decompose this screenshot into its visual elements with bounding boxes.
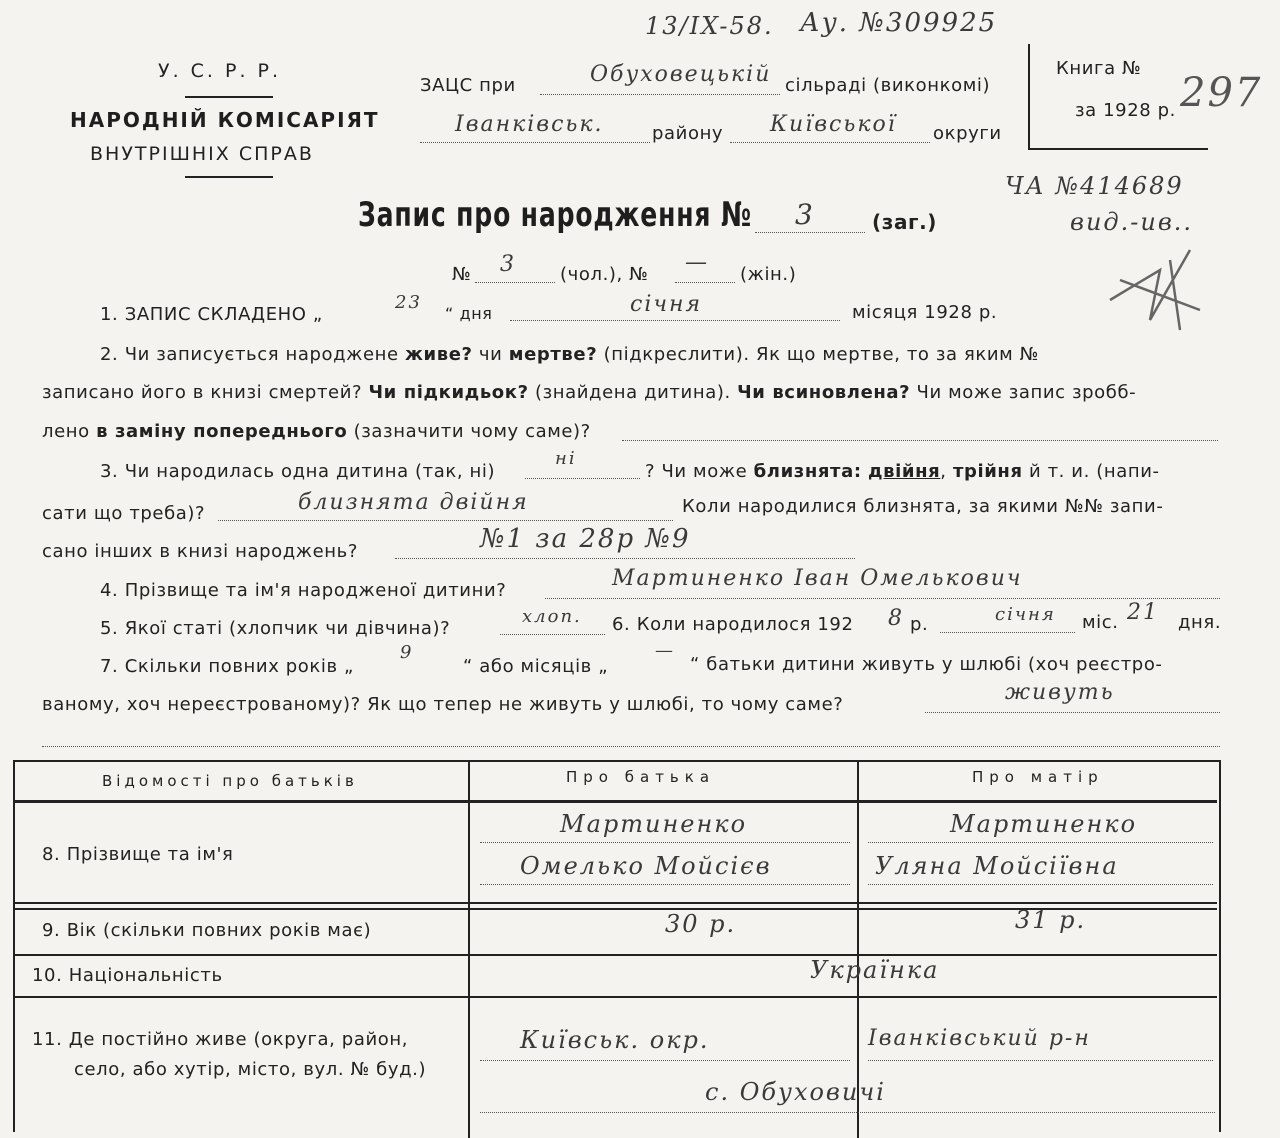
field7-line-2	[42, 746, 1220, 747]
male-number-line	[475, 282, 555, 283]
region-label: округи	[933, 123, 1002, 144]
book-number: 297	[1180, 70, 1263, 116]
row11-father-line	[480, 1060, 850, 1061]
field2-line3	[42, 421, 591, 442]
table-head-col1: Відомості про батьків	[102, 772, 358, 790]
field4-answer: Мартиненко Іван Омелькович	[612, 566, 1023, 591]
field7-l1c: “ батьки дитини живуть у шлюбі (хоч реєстро-	[690, 654, 1163, 675]
field6-year: 8	[888, 606, 904, 631]
field1-day: 23	[395, 292, 422, 313]
field3-line1-rest: ? Чи може близнята: двійня, трійня й т. и. (напи-	[645, 461, 1160, 482]
field3-line3a: сано інших в книзі народжень?	[42, 541, 359, 562]
field6-month: січня	[995, 604, 1056, 625]
table-head-line	[15, 800, 1217, 803]
male-number: 3	[500, 252, 516, 277]
field7-years: 9	[400, 642, 414, 663]
region-line	[730, 142, 930, 143]
female-label: (жін.)	[740, 264, 797, 285]
scribble-signature	[1100, 240, 1220, 340]
record-number: 3	[795, 198, 815, 231]
row8-father-surname: Мартиненко	[560, 810, 748, 838]
council-label: сільраді (виконкомі)	[785, 75, 991, 96]
row8-father-line1	[480, 842, 850, 843]
field3-l1c: й т. и. (напи-	[1022, 461, 1160, 482]
commissariat-title: НАРОДНІЙ КОМІСАРІЯТ	[70, 108, 380, 132]
row8-label: 8. Прізвище та ім'я	[42, 844, 234, 865]
field3-double: двійня	[867, 461, 941, 482]
ussr-label: У. С. Р. Р.	[158, 60, 282, 82]
field6-suffix: дня.	[1178, 612, 1222, 633]
row11-village: с. Обуховичі	[705, 1078, 886, 1106]
gen-label: (заг.)	[872, 210, 938, 234]
field7-l1b: “ або місяців „	[463, 656, 609, 677]
field3-other-line	[395, 558, 855, 559]
zags-label: ЗАЦС при	[420, 75, 516, 96]
row11-village-line	[480, 1112, 1215, 1113]
field5-answer: хлоп.	[522, 606, 582, 627]
field2-alive: живе?	[405, 344, 473, 365]
field1-mid: “ дня	[445, 304, 493, 323]
row9-label: 9. Вік (скільки повних років має)	[42, 920, 372, 941]
field4-line	[545, 598, 1220, 599]
field2-dead: мертве?	[508, 344, 598, 365]
field7-l1a: 7. Скільки повних років „	[100, 656, 354, 677]
district-name: Іванківськ.	[455, 112, 604, 137]
female-number-line	[675, 282, 735, 283]
field2-l1b: чи	[472, 344, 509, 365]
commissariat-subtitle: ВНУТРІШНІХ СПРАВ	[90, 143, 314, 165]
field2-l2a: записано його в книзі смертей?	[42, 382, 369, 403]
field3-l1b: ? Чи може	[645, 461, 754, 482]
archive-date-note: 13/IX-58.	[645, 12, 774, 40]
record-title: Запис про народження №	[358, 195, 752, 235]
field5-line	[500, 634, 605, 635]
header-divider-top	[185, 96, 273, 98]
district-label: району	[652, 123, 724, 144]
row10-nationality: Українка	[810, 956, 940, 984]
field3-twins-line	[218, 520, 673, 521]
field5-label: 5. Якої статі (хлопчик чи дівчина)?	[100, 618, 451, 639]
field2-l1c: (підкреслити). Як що мертве, то за яким №	[597, 344, 1040, 365]
female-number: —	[685, 250, 709, 275]
male-label: (чол.), №	[560, 264, 649, 285]
book-box-bottom	[1028, 148, 1208, 150]
row11-mother-line	[868, 1060, 1213, 1061]
row10-label: 10. Національність	[32, 965, 223, 986]
row9-father-age: 30 р.	[665, 910, 737, 938]
field2-replace: в заміну попереднього	[96, 421, 348, 442]
row8-mother-line2	[868, 884, 1213, 885]
row11-label-1: 11. Де постійно живе (округа, район,	[32, 1029, 409, 1050]
table-row8-line	[15, 902, 1217, 904]
record-number-line	[755, 232, 865, 233]
field1-month-line	[510, 320, 840, 321]
row8-mother-line1	[868, 842, 1213, 843]
table-head-col2: Про батька	[566, 768, 716, 786]
signature-note: вид.-ив..	[1070, 208, 1194, 236]
field7-line	[925, 712, 1220, 713]
row11-father-address: Київськ. окр.	[520, 1026, 710, 1054]
field6-day: 21	[1127, 600, 1159, 625]
field3-triple: трійня	[952, 461, 1023, 482]
field7-months: —	[655, 640, 675, 661]
field2-adopted: Чи всиновлена?	[737, 382, 911, 403]
field6-mis: міс.	[1082, 612, 1119, 633]
header-divider-bottom	[185, 176, 273, 178]
row11-label-2: село, або хутір, місто, вул. № буд.)	[74, 1059, 427, 1080]
district-line	[420, 142, 650, 143]
archive-ref-note: Ау. №309925	[800, 8, 998, 38]
table-vline-1	[468, 762, 470, 1138]
field2-line2	[42, 382, 1136, 403]
field1-suffix: місяця 1928 р.	[852, 302, 998, 323]
book-box-left	[1028, 44, 1030, 150]
field3-line1a: 3. Чи народилась одна дитина (так, ні)	[100, 461, 496, 482]
field6-label: 6. Коли народилося 192	[612, 614, 854, 635]
field2-l3a: лено	[42, 421, 97, 442]
region-name: Київської	[770, 112, 897, 137]
field4-label: 4. Прізвище та ім'я народженої дитини?	[100, 580, 507, 601]
table-row11-line	[15, 996, 1217, 998]
field2-l2c: Чи може запис зробб-	[910, 382, 1137, 403]
row8-father-line2	[480, 884, 850, 885]
field2-l3b: (зазначити чому саме)?	[347, 421, 591, 442]
field6-month-line	[940, 632, 1075, 633]
field3-twins-answer: близнята двійня	[298, 490, 529, 515]
row9-mother-age: 31 р.	[1015, 906, 1087, 934]
table-row10-line	[15, 954, 1217, 956]
field3-line2b: Коли народилися близнята, за якими №№ запи-	[682, 496, 1164, 517]
field6-mid: р.	[910, 614, 929, 635]
village-name: Обуховецькій	[590, 62, 772, 87]
book-label: Книга №	[1056, 58, 1142, 79]
field2-l2b: (знайдена дитина).	[528, 382, 738, 403]
table-head-col3: Про матір	[972, 768, 1104, 786]
field7-l2a: ваному, хоч нереєстрованому)? Як що тепер не живуть у шлюбі, то чому саме?	[42, 694, 844, 715]
field1-month: січня	[630, 292, 703, 317]
row8-mother-surname: Мартиненко	[950, 810, 1138, 838]
no-label: №	[452, 264, 472, 285]
field3-single-answer: ні	[555, 448, 577, 469]
row8-father-name: Омелько Мойсієв	[520, 852, 772, 880]
book-year: за 1928 р.	[1075, 100, 1177, 121]
cert-note: ЧА №414689	[1005, 172, 1184, 200]
field2-l1a: 2. Чи записується народжене	[100, 344, 406, 365]
field3-line2a: сати що треба)?	[42, 503, 206, 524]
field2-answer-line	[622, 440, 1218, 441]
field7-answer: живуть	[1005, 680, 1115, 705]
field1-prefix: 1. ЗАПИС СКЛАДЕНО „	[100, 304, 323, 325]
row11-mother-address: Іванківський р-н	[868, 1026, 1091, 1051]
field3-twins: близнята:	[753, 461, 862, 482]
village-line	[540, 94, 780, 95]
field2-line1	[100, 344, 1039, 365]
field3-other-answer: №1 за 28р №9	[480, 524, 691, 554]
field2-foundling: Чи підкидьок?	[368, 382, 529, 403]
row8-mother-name: Уляна Мойсіївна	[875, 852, 1119, 880]
field3-single-line	[525, 478, 640, 479]
